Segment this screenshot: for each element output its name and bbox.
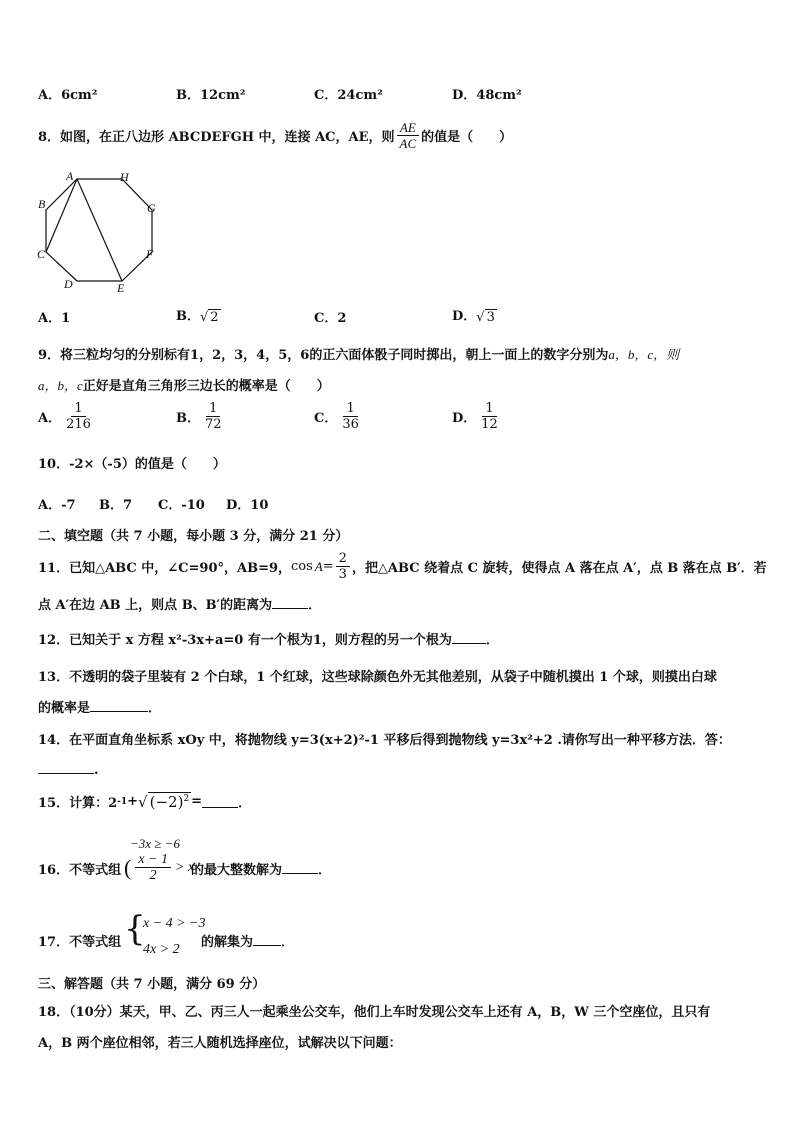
q7-option-c: C．24cm² bbox=[314, 88, 383, 103]
q9-line1: 9．将三粒均匀的分别标有1，2，3，4，5，6的正六面体骰子同时掷出，朝上一面上的数字分别为a，b，c，则 bbox=[38, 347, 680, 363]
q9-option-c: C． $\frac{1}{36}$ bbox=[314, 401, 359, 432]
q17-suffix: 的解集为 ． bbox=[201, 935, 295, 950]
q15: 15．计算：2 -1 + √ $(-2)^2$ = ． bbox=[38, 793, 252, 811]
q14-line1: 14．在平面直角坐标系 xOy 中，将抛物线 y=3(x+2)²-1 平移后得到抛物线 y=3x²+2 .请你写出一种平移方法．答： bbox=[38, 733, 731, 748]
q16-suffix: 的最大整数解为 ． bbox=[191, 863, 332, 878]
segment-ac bbox=[46, 179, 77, 252]
q10-option-c: C．-10 bbox=[158, 498, 205, 513]
q8-option-b: B．√ 2 bbox=[176, 309, 219, 325]
q14-line2: . bbox=[38, 761, 99, 778]
q16-inequality-2: ( $\frac{x - 1}{2}$ > x bbox=[124, 852, 195, 883]
q9-option-b: B． $\frac{1}{72}$ bbox=[176, 401, 222, 432]
q8-option-c: C．2 bbox=[314, 311, 347, 326]
q17-inequality-1: x − 4 > −3 bbox=[143, 916, 206, 931]
answer-blank[interactable] bbox=[253, 933, 281, 946]
q8-fraction: $\frac{AE}{AC}$ bbox=[397, 120, 420, 151]
sqrt-expression: √ $(-2)^2$ bbox=[138, 793, 190, 811]
label-c: C bbox=[37, 247, 46, 261]
q17-prefix: 17．不等式组 bbox=[38, 935, 122, 950]
q9-option-d: D． $\frac{1}{12}$ bbox=[452, 401, 498, 432]
q8-option-a: A．1 bbox=[38, 311, 71, 326]
label-d: D bbox=[64, 277, 73, 291]
q7-option-d: D．48cm² bbox=[452, 88, 522, 103]
answer-blank[interactable] bbox=[90, 699, 148, 712]
q17-inequality-2: 4x > 2 bbox=[143, 942, 180, 957]
section-3-heading: 三、解答题（共 7 小题，满分 69 分） bbox=[38, 977, 266, 992]
answer-blank[interactable] bbox=[272, 596, 308, 609]
segment-ae bbox=[77, 179, 122, 281]
q9-line2: a，b，c正好是直角三角形三边长的概率是（ ） bbox=[38, 378, 330, 394]
label-a: A bbox=[66, 169, 74, 183]
answer-blank[interactable] bbox=[282, 861, 318, 874]
answer-blank[interactable] bbox=[452, 631, 486, 644]
q7-option-a: A．6cm² bbox=[38, 88, 98, 103]
answer-blank[interactable] bbox=[38, 761, 94, 774]
q10-option-d: D．10 bbox=[226, 498, 269, 513]
q7-option-b: B．12cm² bbox=[176, 88, 246, 103]
sqrt-2: √ 2 bbox=[200, 309, 219, 325]
q8-stem: 8．如图，在正八边形 ABCDEFGH 中，连接 AC，AE，则 $\frac{AE}{AC}$ 的值是（ ） bbox=[38, 120, 513, 151]
q10-option-a: A．-7 bbox=[38, 498, 76, 513]
q10-option-b: B．7 bbox=[99, 498, 133, 513]
q18-line2: A，B 两个座位相邻，若三人随机选择座位，试解决以下问题： bbox=[38, 1036, 402, 1051]
q11-line2: 点 A′在边 AB 上，则点 B、B′的距离为 ． bbox=[38, 598, 322, 613]
label-f: F bbox=[146, 247, 154, 261]
q10-stem: 10．-2×（-5）的值是（ ） bbox=[38, 457, 226, 472]
q9-option-a: A． $\frac{1}{216}$ bbox=[38, 401, 91, 432]
label-g: G bbox=[147, 201, 156, 215]
q11-line1: 11．已知△ABC 中，∠C=90°，AB=9， cos A = $\frac{2}{3}$ ，把△ABC 绕着点 C 旋转，使得点 A 落在点 A′，点 B 落在点 B′．若 bbox=[38, 551, 767, 582]
q8-option-d: D．√ 3 bbox=[452, 309, 495, 325]
q18-line1: 18．（10分）某天，甲、乙、丙三人一起乘坐公交车，他们上车时发现公交车上还有 A，B，W 三个空座位，且只有 bbox=[38, 1005, 711, 1020]
octagon-figure bbox=[32, 168, 172, 298]
q12: 12．已知关于 x 方程 x²-3x+a=0 有一个根为1，则方程的另一个根为 ． bbox=[38, 633, 499, 648]
sqrt-3: √ 3 bbox=[476, 309, 495, 325]
label-e: E bbox=[117, 281, 125, 295]
label-h: H bbox=[120, 170, 129, 184]
q17-brace: { bbox=[124, 909, 146, 949]
section-2-heading: 二、填空题（共 7 小题，每小题 3 分，满分 21 分） bbox=[38, 529, 349, 544]
q16-inequality-1: −3x ≥ −6 bbox=[130, 836, 180, 851]
label-b: B bbox=[38, 197, 46, 211]
q16-prefix: 16．不等式组 bbox=[38, 863, 122, 878]
q13-line2: 的概率是 ． bbox=[38, 701, 162, 716]
q13-line1: 13．不透明的袋子里装有 2 个白球，1 个红球，这些球除颜色外无其他差别，从袋子中随机摸出 1 个球，则摸出白球 bbox=[38, 670, 717, 685]
answer-blank[interactable] bbox=[202, 795, 238, 808]
